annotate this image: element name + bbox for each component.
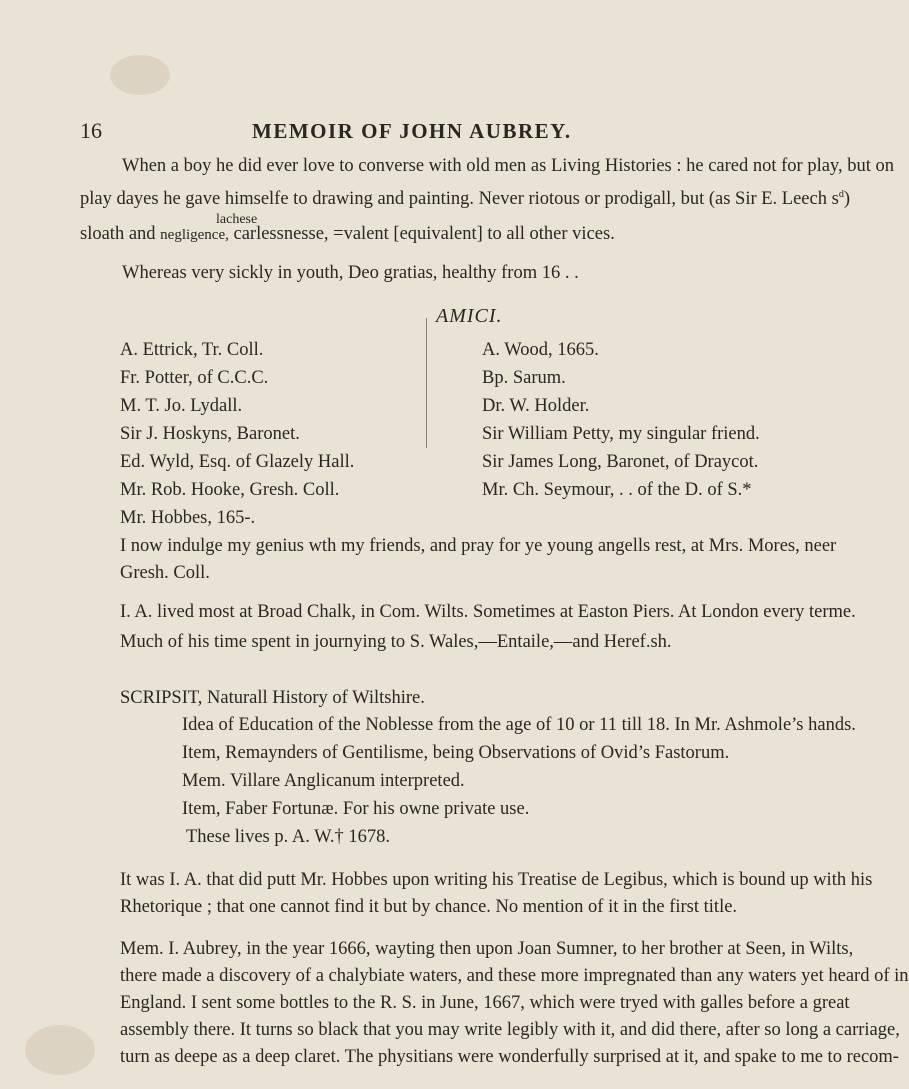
friend-entry: Ed. Wyld, Esq. of Glazely Hall. bbox=[120, 452, 355, 472]
page-stain bbox=[25, 1025, 95, 1075]
friend-entry: Sir J. Hoskyns, Baronet. bbox=[120, 424, 300, 444]
friend-entry: Sir William Petty, my singular friend. bbox=[482, 424, 760, 444]
friend-entry: Mr. Hobbes, 165-. bbox=[120, 508, 256, 528]
text-line: Idea of Education of the Noblesse from the age of 10 or 11 till 18. In Mr. Ashmole’s hands. bbox=[182, 715, 856, 735]
text-line: there made a discovery of a chalybiate waters, and these more impregnated than any waters yet heard of in bbox=[120, 966, 909, 986]
friend-entry: Fr. Potter, of C.C.C. bbox=[120, 368, 269, 388]
friend-entry: Bp. Sarum. bbox=[482, 368, 566, 388]
friend-entry: Dr. W. Holder. bbox=[482, 396, 590, 416]
text-line: Item, Faber Fortunæ. For his owne private use. bbox=[182, 799, 530, 819]
interlinear-gloss: lachese bbox=[216, 212, 258, 227]
page-number: 16 bbox=[80, 118, 102, 143]
text-run: play dayes he gave himselfe to drawing and painting. Never riotous or prodigall, but (as Sir E. Leech s bbox=[80, 189, 839, 210]
text-run: ) bbox=[843, 189, 850, 210]
text-line bbox=[80, 224, 615, 245]
text-line: Gresh. Coll. bbox=[120, 563, 210, 583]
text-line: I now indulge my genius wth my friends, and pray for ye young angells rest, at Mrs. Mores, neer bbox=[120, 536, 837, 556]
text-line bbox=[80, 189, 850, 210]
friend-entry: A. Wood, 1665. bbox=[482, 340, 599, 360]
text-line: SCRIPSIT, Naturall History of Wiltshire. bbox=[120, 688, 425, 708]
text-run: carlessnesse, =valent [equivalent] to all other vices. bbox=[233, 224, 615, 244]
friend-entry: Mr. Ch. Seymour, . . of the D. of S.* bbox=[482, 480, 752, 500]
text-line: These lives p. A. W.† 1678. bbox=[186, 827, 391, 847]
friend-entry: M. T. Jo. Lydall. bbox=[120, 396, 243, 416]
page-stain bbox=[110, 55, 170, 95]
text-run: negligence, bbox=[160, 227, 229, 243]
friend-entry: A. Ettrick, Tr. Coll. bbox=[120, 340, 264, 360]
text-line: assembly there. It turns so black that you may write legibly with it, and did there, after so long a carriage, bbox=[120, 1020, 900, 1040]
text-line: Rhetorique ; that one cannot find it but by chance. No mention of it in the first title. bbox=[120, 897, 738, 917]
text-line: When a boy he did ever love to converse with old men as Living Histories : he cared not for play, but on bbox=[122, 156, 894, 176]
amici-heading: AMICI. bbox=[436, 305, 503, 327]
friend-entry: Sir James Long, Baronet, of Draycot. bbox=[482, 452, 759, 472]
friend-entry: Mr. Rob. Hooke, Gresh. Coll. bbox=[120, 480, 340, 500]
text-line: Mem. Villare Anglicanum interpreted. bbox=[182, 771, 465, 791]
text-line: I. A. lived most at Broad Chalk, in Com. Wilts. Sometimes at Easton Piers. At London every terme. bbox=[120, 602, 856, 622]
superscript: d bbox=[838, 189, 844, 200]
column-divider bbox=[426, 318, 427, 448]
text-line: Item, Remaynders of Gentilisme, being Observations of Ovid’s Fastorum. bbox=[182, 743, 730, 763]
text-line: Much of his time spent in journying to S. Wales,—Entaile,—and Heref.sh. bbox=[120, 632, 672, 652]
running-title: MEMOIR OF JOHN AUBREY. bbox=[252, 119, 572, 143]
text-line: England. I sent some bottles to the R. S. in June, 1667, which were tryed with galles before a great bbox=[120, 993, 850, 1013]
text-line: Whereas very sickly in youth, Deo gratias, healthy from 16 . . bbox=[122, 263, 579, 283]
text-run: sloath and bbox=[80, 224, 156, 244]
text-line: turn as deepe as a deep claret. The physitians were wonderfully surprised at it, and spake to me to recom- bbox=[120, 1047, 899, 1067]
text-line: It was I. A. that did putt Mr. Hobbes upon writing his Treatise de Legibus, which is bound up with his bbox=[120, 870, 873, 890]
text-line: Mem. I. Aubrey, in the year 1666, wayting then upon Joan Sumner, to her brother at Seen, in Wilts, bbox=[120, 939, 854, 959]
